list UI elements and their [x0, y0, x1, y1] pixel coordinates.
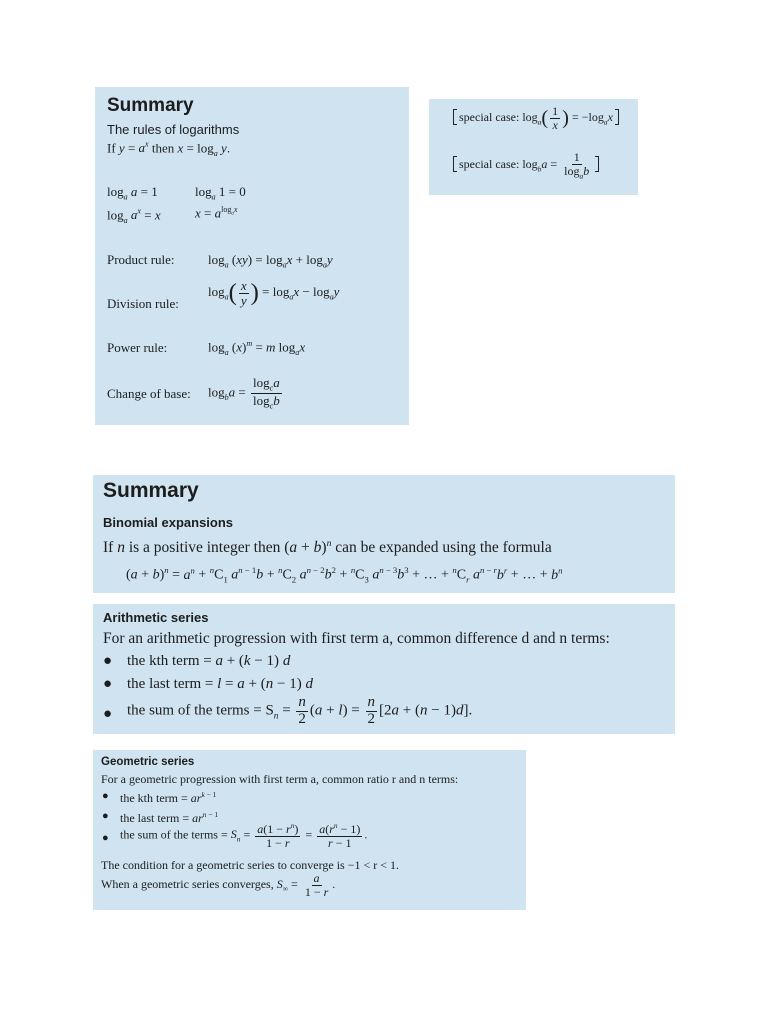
arithmetic-bullet-2: ● — [103, 676, 113, 692]
geometric-item-sum: the sum of the terms = $S_n$ = $\frac{a(1 - r^n)}{1 - r}$ = $\frac{a(r^n - 1)}{r - 1}$ . — [120, 821, 368, 850]
geometric-last-label: the last term — [120, 811, 180, 825]
geometric-series-panel — [93, 750, 526, 910]
division-rule-label: Division rule: — [107, 296, 179, 311]
binomial-intro: If n is a positive integer then $(a + b)^n$ can be expanded using the formula — [103, 538, 552, 557]
rule-x-as-power: $x = a^{log_ax}$ — [195, 205, 238, 221]
logarithm-definition: If $y = a^x$ then $x = \log_a y$. — [107, 140, 231, 158]
logarithm-rules-panel — [95, 87, 409, 425]
power-rule-formula: $\log_a (x)^m = m$ $\log_ax$ — [208, 339, 306, 357]
rule-log-a-of-one: $\log_a 1 = 0$ — [195, 184, 246, 202]
arithmetic-series-title: Arithmetic series — [103, 610, 209, 625]
arithmetic-sum-label: the sum of the terms — [127, 702, 250, 719]
special-cases-panel — [429, 99, 638, 195]
arithmetic-intro: For an arithmetic progression with first term a, common difference d and n terms: — [103, 630, 610, 647]
special-case-one-label: special case: — [459, 109, 520, 124]
geometric-intro: For a geometric progression with first term a, common ratio r and n terms: — [101, 772, 459, 786]
binomial-formula: $(a + b)^n = a^n + ^nC_1$ $a^{n - 1}b + ^nC_2$ $a^{n - 2}b^2 + ^nC_3$ $a^{n - 3}b^3$ + … + $^nC_r$ $a^{n - r}b^r$ + … + $b^n$ — [126, 565, 563, 585]
arithmetic-bullet-1: ● — [103, 653, 113, 669]
geometric-bullet-2: ● — [102, 810, 109, 822]
logarithm-rules-subtitle: The rules of logarithms — [107, 122, 240, 137]
arithmetic-item-last-term: the last term = l = a + (n − 1) d — [127, 676, 313, 692]
geometric-kth-label: the kth term — [120, 791, 178, 805]
division-rule-formula: $\log_a$( $\frac{x}{y}$ ) = $\log_ax - \log_ay$ — [208, 278, 340, 308]
binomial-summary-title: Summary — [103, 479, 199, 502]
geometric-converges-text: When a geometric series converges, — [101, 876, 274, 891]
change-of-base-formula: $\log_ba$ = $\frac{\log_ca}{\log_cb}$ — [208, 375, 280, 411]
special-case-one: special case: $\log_a$( $\frac{1}{x}$ ) = $-\log_ax$ — [453, 105, 619, 131]
rule-log-a-of-a: $\log_a a = 1$ — [107, 184, 158, 202]
geometric-converges-sum: When a geometric series converges, $S_\infty$ = $\frac{a}{1 - r}$ . — [101, 871, 336, 899]
arithmetic-item-sum: the sum of the terms = $S_n$ = $\frac{n}{2}$ (a + l) = $\frac{n}{2}$ [2a + (n − 1)d]. — [127, 694, 473, 727]
special-case-two-label: special case: — [459, 157, 520, 172]
power-rule-label: Power rule: — [107, 340, 168, 355]
binomial-intro-post: can be expanded using the formula — [335, 539, 552, 557]
product-rule-label: Product rule: — [107, 252, 175, 267]
geometric-item-kth-term: the kth term = $ar^{k - 1}$ — [120, 790, 217, 805]
geometric-bullet-3: ● — [102, 832, 109, 844]
binomial-expansions-panel — [93, 475, 675, 593]
geometric-sum-label: the sum of the terms — [120, 827, 218, 842]
arithmetic-kth-label: the kth term — [127, 653, 200, 669]
geometric-item-last-term: the last term = $ar^{n - 1}$ — [120, 810, 219, 825]
product-rule-formula: $\log_a (xy) = \log_ax + \log_ay$ — [208, 252, 333, 270]
arithmetic-bullet-3: ● — [103, 706, 113, 722]
definition-then-word: then — [151, 140, 175, 156]
geometric-bullet-1: ● — [102, 790, 109, 802]
change-of-base-label: Change of base: — [107, 386, 191, 401]
binomial-intro-mid: is a positive integer then — [128, 539, 281, 557]
arithmetic-series-panel — [93, 604, 675, 734]
logarithm-summary-title: Summary — [107, 95, 194, 116]
geometric-convergence-condition: The condition for a geometric series to converge is −1 < r < 1. — [101, 858, 399, 872]
geometric-series-title: Geometric series — [101, 756, 195, 768]
definition-if-word: If — [107, 140, 116, 156]
special-case-two: special case: $\log_ba$ = $\frac{1}{\log_ab}$ — [453, 151, 599, 180]
arithmetic-last-label: the last term — [127, 676, 202, 692]
binomial-subtitle: Binomial expansions — [103, 515, 234, 530]
arithmetic-item-kth-term: the kth term = a + (k − 1) d — [127, 653, 291, 669]
rule-log-a-of-a-power: $\log_a a^x = x$ — [107, 207, 161, 225]
binomial-intro-if: If — [103, 539, 114, 557]
